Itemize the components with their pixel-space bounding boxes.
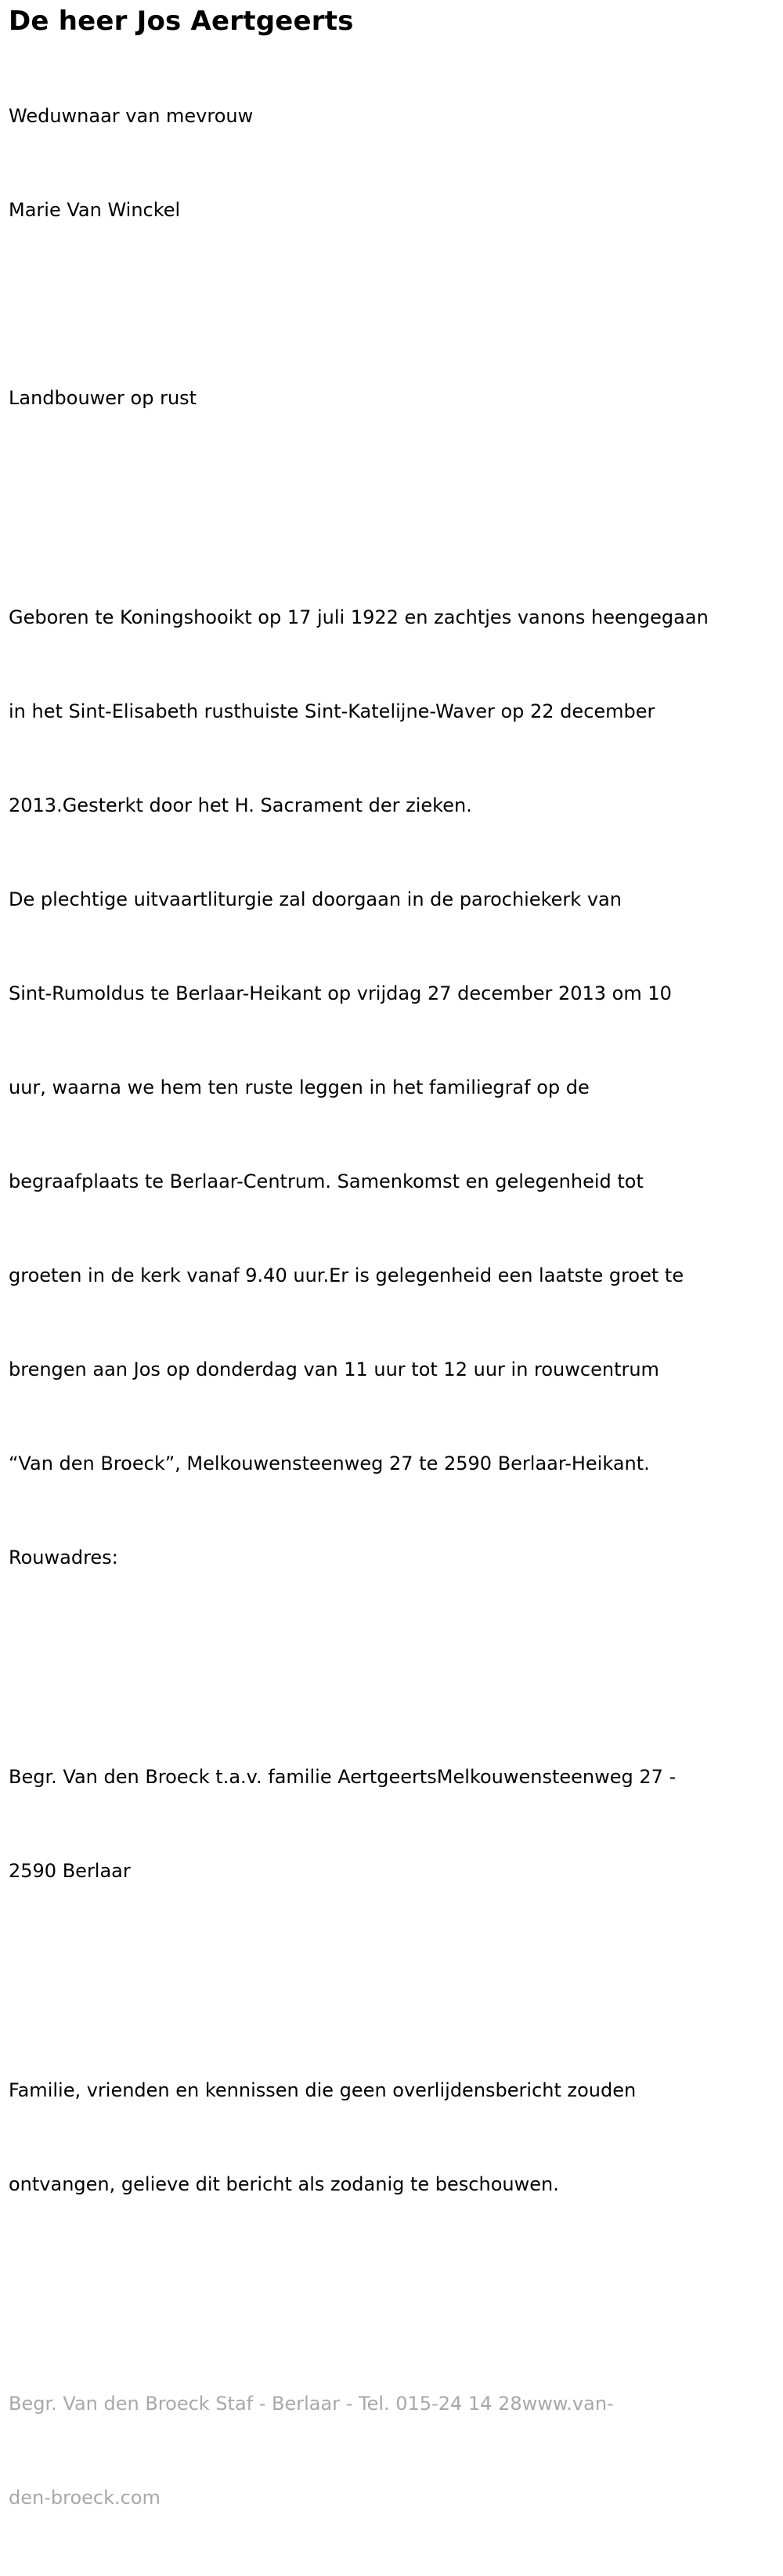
occupation: Landbouwer op rust — [9, 387, 197, 409]
spouse-line: Weduwnaar van mevrouw — [9, 105, 254, 127]
paragraph-line: begraafplaats te Berlaar-Centrum. Samenkomst en gelegenheid tot — [9, 1170, 644, 1192]
page-title: De heer Jos Aertgeerts — [9, 5, 354, 37]
paragraph-line: in het Sint-Elisabeth rusthuiste Sint-Katelijne-Waver op 22 december — [9, 700, 655, 722]
address-line: 2590 Berlaar — [9, 1860, 131, 1882]
paragraph-line: De plechtige uitvaartliturgie zal doorgaan in de parochiekerk van — [9, 888, 622, 910]
notice-line: ontvangen, gelieve dit bericht als zodanig te beschouwen. — [9, 2173, 559, 2195]
footer-line: Begr. Van den Broeck Staf - Berlaar - Tel. 015-24 14 28www.van- — [9, 2393, 614, 2415]
paragraph-line: 2013.Gesterkt door het H. Sacrament der zieken. — [9, 794, 472, 816]
paragraph-line: Geboren te Koningshooikt op 17 juli 1922 en zachtjes vanons heengegaan — [9, 606, 709, 628]
spacer — [9, 2263, 776, 2294]
spacer — [9, 1949, 776, 1981]
address-line: Begr. Van den Broeck t.a.v. familie AertgeertsMelkouwensteenweg 27 - — [9, 1766, 677, 1788]
notice-line: Familie, vrienden en kennissen die geen overlijdensbericht zouden — [9, 2079, 637, 2101]
paragraph-line: groeten in de kerk vanaf 9.40 uur.Er is gelegenheid een laatste groet te — [9, 1264, 684, 1286]
spouse-name: Marie Van Winckel — [9, 199, 181, 221]
obituary-body — [9, 38, 776, 2576]
spacer — [9, 288, 776, 320]
paragraph-line: Sint-Rumoldus te Berlaar-Heikant op vrijdag 27 december 2013 om 10 — [9, 982, 672, 1004]
spacer — [9, 476, 776, 508]
paragraph-line: uur, waarna we hem ten ruste leggen in het familiegraf op de — [9, 1076, 590, 1098]
footer-line: den-broeck.com — [9, 2487, 161, 2509]
paragraph-line: brengen aan Jos op donderdag van 11 uur tot 12 uur in rouwcentrum — [9, 1359, 659, 1380]
spacer — [9, 1636, 776, 1667]
paragraph-line: Rouwadres: — [9, 1547, 118, 1568]
paragraph-line: “Van den Broeck”, Melkouwensteenweg 27 te 2590 Berlaar-Heikant. — [9, 1453, 650, 1474]
